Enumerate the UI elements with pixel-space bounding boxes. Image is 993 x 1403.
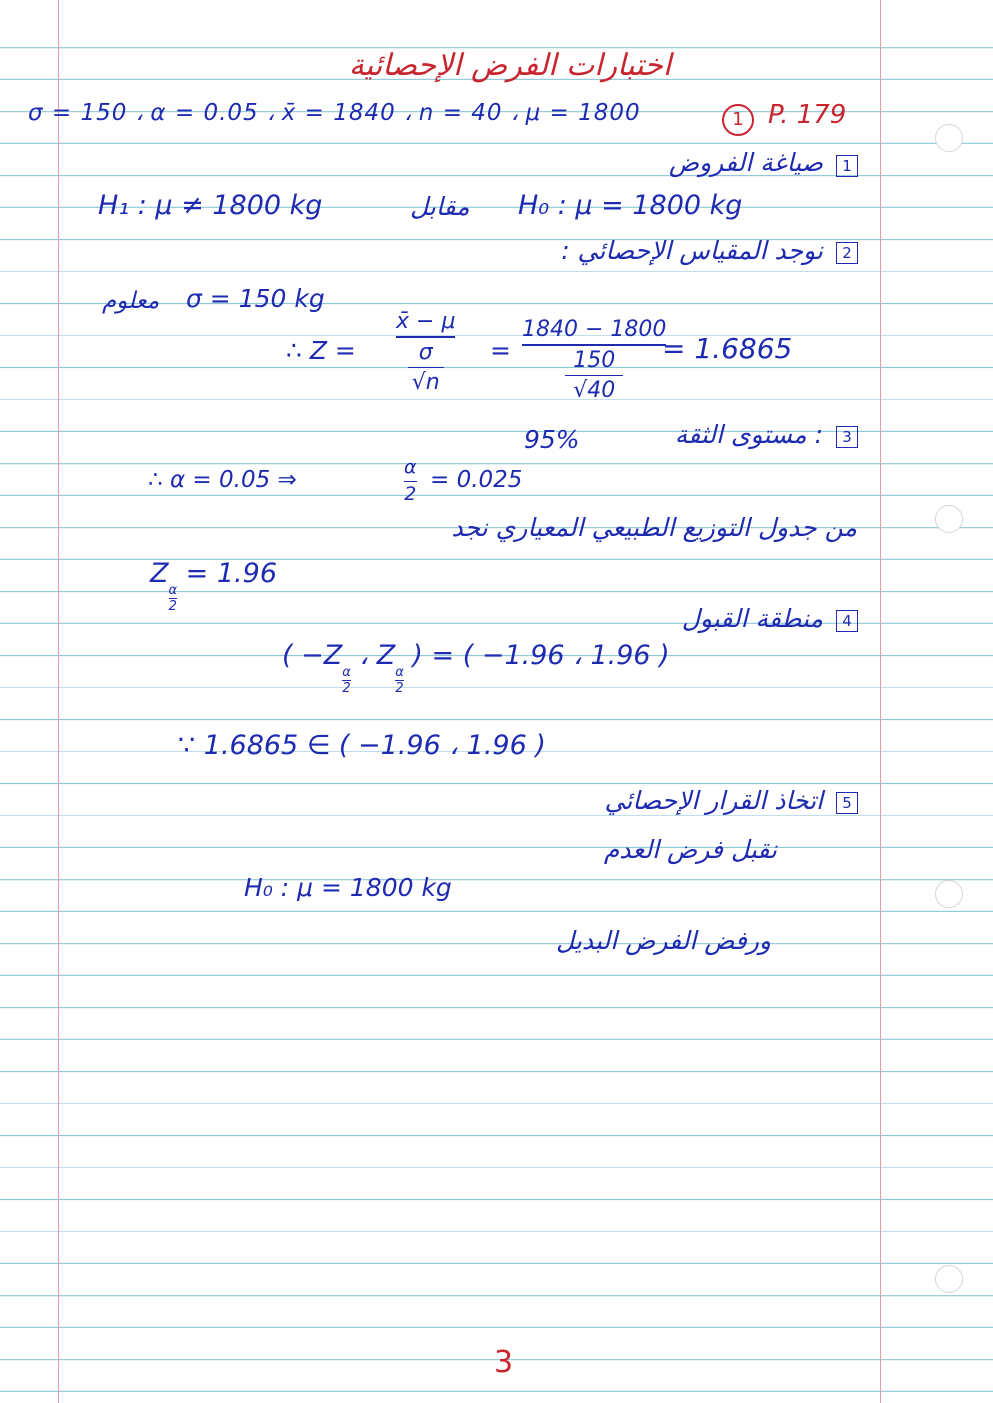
null-hypothesis: H₀ : μ = 1800 kg — [518, 190, 743, 221]
region-sub-numerator-1: α — [342, 665, 351, 680]
given-values: σ = 150 ، α = 0.05 ، x̄ = 1840 ، n = 40 ، μ = 1800 — [28, 100, 641, 126]
final-null-hypothesis: H₀ : μ = 1800 kg — [244, 873, 452, 902]
step-2-heading: نوجد المقياس الإحصائي : — [561, 236, 823, 265]
alpha-value: ∴ α = 0.05 ⇒ — [148, 467, 297, 493]
sigma-known-label: معلوم — [102, 288, 160, 314]
alternative-hypothesis: H₁ : μ ≠ 1800 kg — [98, 190, 323, 221]
critical-z — [150, 558, 277, 613]
step-5-number: 5 — [836, 792, 858, 814]
region-sub-numerator-2: α — [395, 665, 404, 680]
critical-z-letter: Z — [150, 558, 169, 589]
z-calc-numerator: 1840 − 1800 — [522, 317, 667, 342]
step-3-number: 3 — [836, 426, 858, 448]
sigma-known-value: σ = 150 kg — [186, 284, 325, 313]
accept-null-statement: نقبل فرض العدم — [603, 835, 777, 864]
page-title: اختبارات الفرض الإحصائية — [348, 48, 672, 83]
z-formula-numerator: x̄ − μ — [396, 309, 456, 334]
alpha-half-fraction — [404, 458, 417, 505]
region-sub-denominator-1: 2 — [342, 681, 351, 696]
page-reference: P. 179 — [768, 100, 847, 130]
z-calc-150: 150 — [573, 347, 616, 373]
region-open: ( −Z — [282, 640, 343, 671]
z-value: = 1.6865 — [662, 332, 793, 365]
step-2-number: 2 — [836, 242, 858, 264]
binder-hole — [935, 505, 963, 533]
z-formula-fraction — [396, 310, 455, 394]
right-margin-line — [880, 0, 881, 1403]
left-margin-line — [58, 0, 59, 1403]
problem-number-circle: 1 — [722, 104, 754, 136]
binder-hole — [935, 880, 963, 908]
standard-normal-table-note: من جدول التوزيع الطبيعي المعياري نجد — [451, 513, 857, 542]
critical-z-value: = 1.96 — [185, 558, 277, 589]
binder-hole — [935, 1265, 963, 1293]
alpha-half-value: = 0.025 — [430, 467, 523, 493]
region-sub-denominator-2: 2 — [395, 681, 404, 696]
step-1-number: 1 — [836, 155, 858, 177]
step-4-heading: منطقة القبول — [681, 604, 823, 633]
region-comma: ، Z — [359, 640, 396, 671]
z-formula-prefix: ∴ Z = — [286, 336, 356, 365]
step-3-heading: : مستوى الثقة — [674, 420, 823, 449]
z-equals-sign: = — [490, 336, 511, 365]
critical-z-sub-denominator: 2 — [168, 599, 177, 614]
reject-alternative-statement: ورفض الفرض البديل — [556, 926, 771, 955]
step-4-number: 4 — [836, 610, 858, 632]
region-values: ) = ( −1.96 ، 1.96 ) — [412, 640, 670, 671]
alpha-half-denominator: 2 — [404, 483, 417, 506]
binder-hole — [935, 124, 963, 152]
acceptance-region — [282, 640, 670, 695]
step-1-heading: صياغة الفروض — [668, 148, 823, 177]
z-calculation-fraction — [522, 318, 666, 402]
z-formula-root-n: √n — [411, 370, 440, 396]
critical-z-sub-numerator: α — [168, 583, 178, 598]
alpha-half-numerator: α — [404, 456, 417, 478]
z-formula-sigma: σ — [418, 339, 433, 365]
step-5-heading: اتخاذ القرار الإحصائي — [604, 786, 823, 815]
z-calc-root-40: √40 — [573, 378, 616, 404]
page-number: 3 — [494, 1345, 514, 1380]
against-label: مقابل — [410, 192, 470, 221]
z-in-region-statement: ∵ 1.6865 ∈ ( −1.96 ، 1.96 ) — [178, 730, 546, 761]
confidence-level: 95% — [524, 425, 580, 454]
